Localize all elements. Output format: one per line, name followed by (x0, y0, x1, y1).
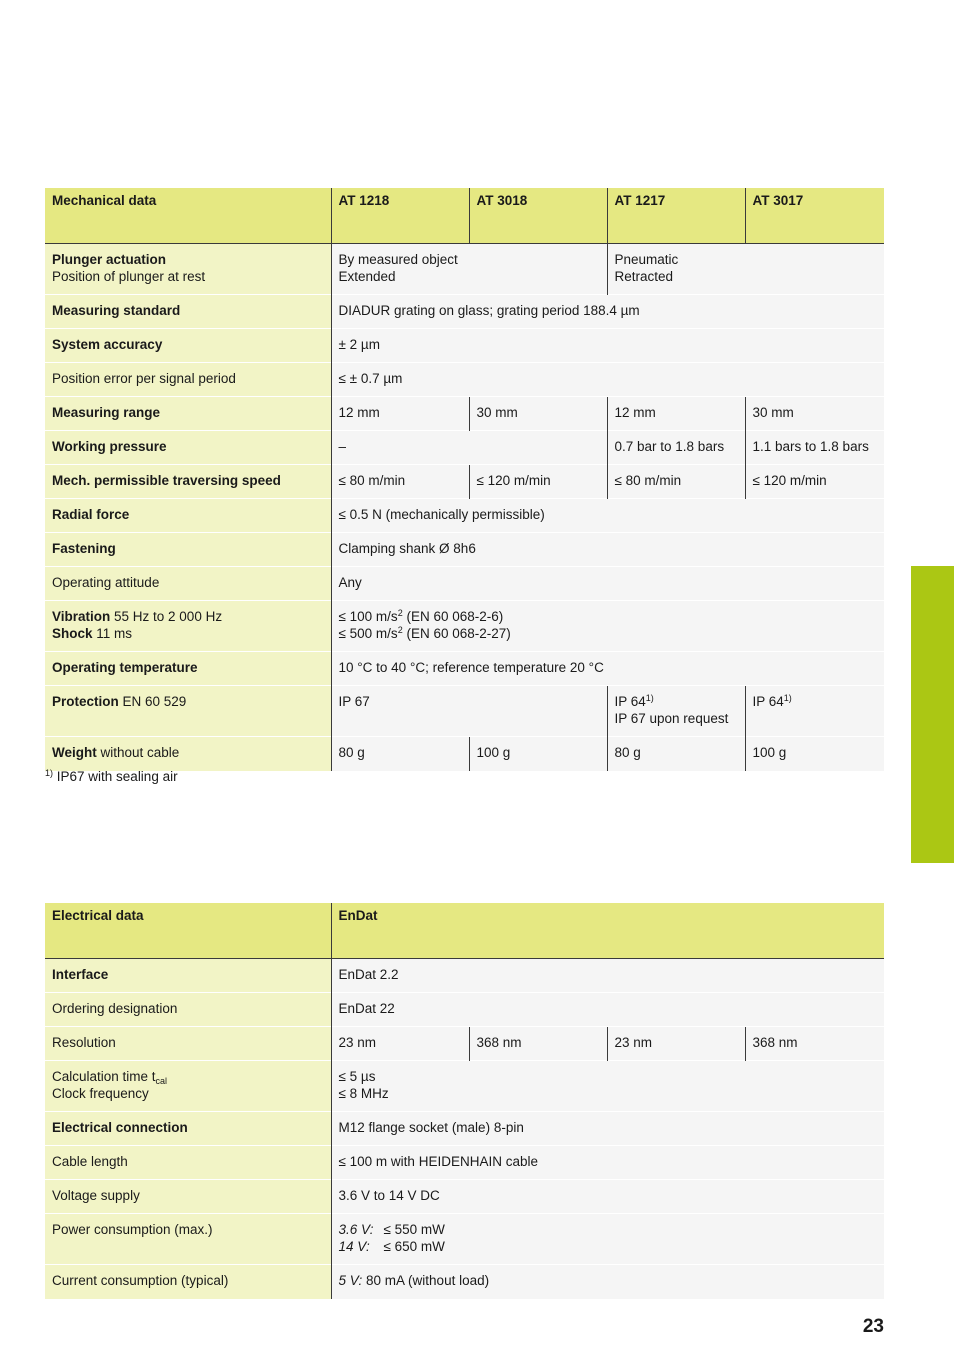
row-sublabel: Position of plunger at rest (52, 269, 206, 284)
electrical-data-table (45, 903, 884, 1299)
table-row (45, 686, 884, 737)
table-row (45, 601, 884, 652)
table-row (45, 1214, 884, 1265)
cell-value: Any (331, 567, 884, 601)
cell-value: ≤ 100 m/s (338, 609, 398, 624)
cell-value: 100 g (469, 737, 607, 771)
cell-value: 23 nm (607, 1027, 745, 1061)
cell-value: IP 64 (614, 694, 646, 709)
table-row (45, 363, 884, 397)
cell-value: 30 mm (469, 397, 607, 431)
cell-value: DIADUR grating on glass; grating period 188.4 µm (331, 295, 884, 329)
row-label: Working pressure (45, 431, 331, 465)
cell-value: Pneumatic (614, 252, 679, 267)
cell-value: 1.1 bars to 1.8 bars (745, 431, 884, 465)
table-row (45, 1146, 884, 1180)
footnote-ref: 1) (645, 693, 654, 703)
row-label: Ordering designation (45, 993, 331, 1027)
cell-value: 3.6 V to 14 V DC (331, 1180, 884, 1214)
voltage-label: 3.6 V: (338, 1222, 374, 1237)
row-label-detail: 55 Hz to 2 000 Hz (110, 609, 223, 624)
cell-value: (EN 60 068-2-6) (402, 609, 504, 624)
table-row (45, 397, 884, 431)
cell-value: ≤ 120 m/min (745, 465, 884, 499)
footnote-marker: 1) (45, 768, 54, 778)
cell-value: ≤ ± 0.7 µm (331, 363, 884, 397)
cell-value: IP 64 (752, 694, 784, 709)
cell-value: ≤ 80 m/min (607, 465, 745, 499)
cell-value: Extended (338, 269, 396, 284)
table-row (45, 329, 884, 363)
cell-value: 12 mm (331, 397, 469, 431)
table-row (45, 499, 884, 533)
footnote-ref: 1) (783, 693, 792, 703)
table-row (45, 993, 884, 1027)
cell-value: ≤ 500 m/s (338, 626, 398, 641)
row-label: Clock frequency (52, 1086, 149, 1101)
row-label: Radial force (45, 499, 331, 533)
row-label: Resolution (45, 1027, 331, 1061)
header-cell: EnDat (331, 903, 884, 959)
row-label-detail: 11 ms (92, 626, 133, 641)
superscript: 2 (397, 608, 403, 618)
cell-value: – (331, 431, 607, 465)
header-cell: Electrical data (45, 903, 331, 959)
row-label: Mech. permissible traversing speed (45, 465, 331, 499)
mechanical-header-row (45, 188, 884, 244)
row-label: Position error per signal period (45, 363, 331, 397)
table-row (45, 533, 884, 567)
table-row (45, 295, 884, 329)
table-row (45, 567, 884, 601)
cell-value: 80 g (331, 737, 469, 771)
cell-value: M12 flange socket (male) 8-pin (331, 1112, 884, 1146)
electrical-header-row (45, 903, 884, 959)
table-row (45, 1027, 884, 1061)
cell-value: IP 67 upon request (614, 711, 729, 726)
cell-value: ≤ 0.5 N (mechanically permissible) (331, 499, 884, 533)
subscript: cal (155, 1076, 168, 1086)
cell-value: 23 nm (331, 1027, 469, 1061)
header-cell: Mechanical data (45, 188, 331, 244)
cell-value: 30 mm (745, 397, 884, 431)
row-label: Measuring standard (45, 295, 331, 329)
page-number: 23 (862, 1316, 884, 1337)
cell-value: 368 nm (745, 1027, 884, 1061)
row-label: Weight (52, 745, 97, 760)
row-label: Vibration (52, 609, 111, 624)
row-label: Plunger actuation (52, 252, 167, 267)
header-cell: AT 1218 (331, 188, 469, 244)
cell-value: ≤ 8 MHz (338, 1086, 389, 1101)
row-label: Protection (52, 694, 119, 709)
voltage-label: 5 V: (338, 1273, 363, 1288)
cell-value: ≤ 80 m/min (331, 465, 469, 499)
table-row (45, 737, 884, 771)
cell-value: 0.7 bar to 1.8 bars (607, 431, 745, 465)
table-row (45, 1061, 884, 1112)
header-cell: AT 1217 (607, 188, 745, 244)
cell-value: Clamping shank Ø 8h6 (331, 533, 884, 567)
cell-value: 10 °C to 40 °C; reference temperature 20 °C (331, 652, 884, 686)
row-label: Operating temperature (45, 652, 331, 686)
table-row (45, 1112, 884, 1146)
cell-value: 368 nm (469, 1027, 607, 1061)
cell-value: By measured object (338, 252, 458, 267)
cell-value: EnDat 2.2 (331, 959, 884, 993)
table-row (45, 1180, 884, 1214)
footnote (45, 769, 178, 784)
row-label: Calculation time t (52, 1069, 156, 1084)
row-label-detail: EN 60 529 (118, 694, 187, 709)
row-label-detail: without cable (96, 745, 180, 760)
cell-value: EnDat 22 (331, 993, 884, 1027)
row-label: System accuracy (45, 329, 331, 363)
table-row (45, 652, 884, 686)
row-label: Measuring range (45, 397, 331, 431)
cell-value: ≤ 5 µs (338, 1069, 376, 1084)
cell-value: ≤ 550 mW (383, 1222, 445, 1237)
header-cell: AT 3017 (745, 188, 884, 244)
voltage-label: 14 V: (338, 1239, 370, 1254)
row-label: Power consumption (max.) (45, 1214, 331, 1265)
row-label: Electrical connection (45, 1112, 331, 1146)
table-row (45, 465, 884, 499)
row-label: Fastening (45, 533, 331, 567)
row-label: Operating attitude (45, 567, 331, 601)
cell-value: (EN 60 068-2-27) (402, 626, 511, 641)
cell-value: ± 2 µm (331, 329, 884, 363)
cell-value: IP 67 (331, 686, 607, 737)
row-label: Voltage supply (45, 1180, 331, 1214)
superscript: 2 (397, 625, 403, 635)
table-row (45, 959, 884, 993)
cell-value: 100 g (745, 737, 884, 771)
row-label: Shock (52, 626, 93, 641)
section-tab (911, 566, 954, 863)
cell-value: ≤ 100 m with HEIDENHAIN cable (331, 1146, 884, 1180)
table-row (45, 1265, 884, 1299)
row-label: Interface (45, 959, 331, 993)
cell-value: 12 mm (607, 397, 745, 431)
cell-value: ≤ 650 mW (383, 1239, 445, 1254)
row-label: Cable length (45, 1146, 331, 1180)
header-cell: AT 3018 (469, 188, 607, 244)
table-row (45, 431, 884, 465)
cell-value: ≤ 120 m/min (469, 465, 607, 499)
mechanical-data-table (45, 188, 884, 771)
cell-value: Retracted (614, 269, 674, 284)
row-label: Current consumption (typical) (45, 1265, 331, 1299)
cell-value: 80 g (607, 737, 745, 771)
cell-value: 80 mA (without load) (362, 1273, 490, 1288)
table-row (45, 244, 884, 295)
footnote-text: IP67 with sealing air (53, 769, 178, 784)
